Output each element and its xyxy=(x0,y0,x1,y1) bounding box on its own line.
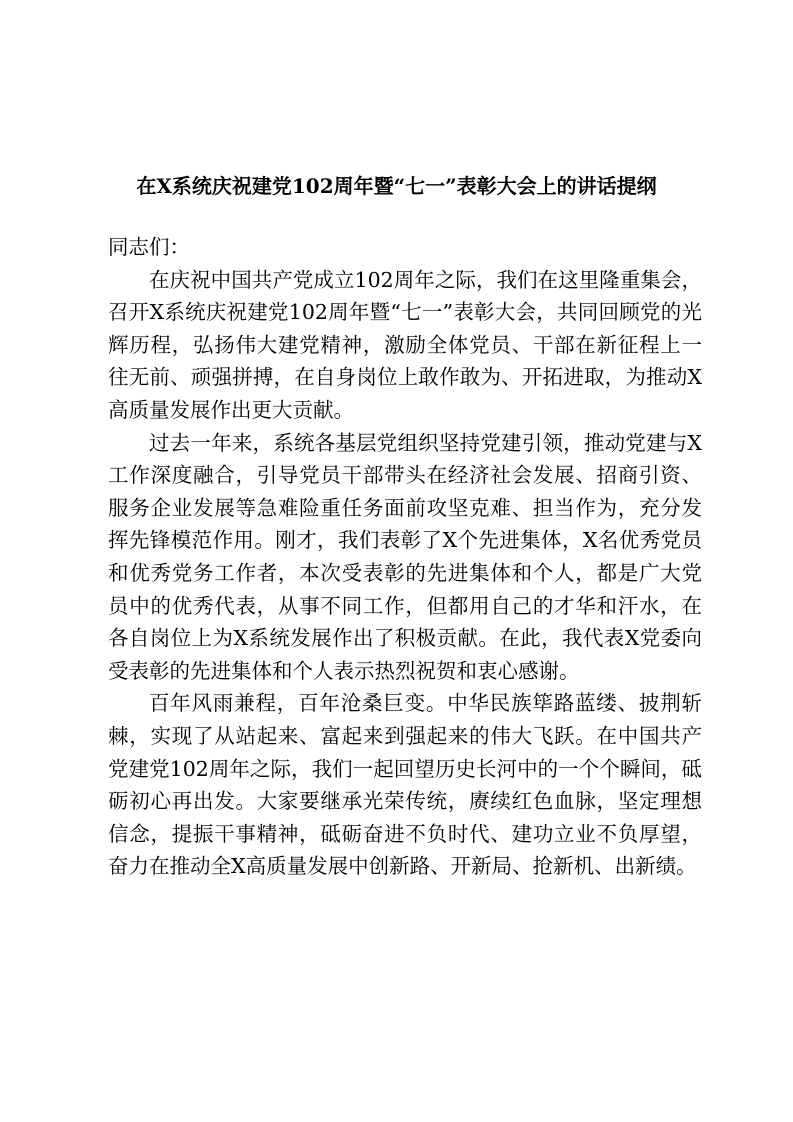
paragraph-2: 过去一年来，系统各基层党组织坚持党建引领，推动党建与X工作深度融合，引导党员干部带头在经济社会发展、招商引资、服务企业发展等急难险重任务面前攻坚克难、担当作为，充分发挥先锋模范作用。刚才，我们表彰了X个先进集体，X名优秀党员和优秀党务工作者，本次受表彰的先进集体和个人，都是广大党员中的优秀代表，从事不同工作，但都用自己的才华和汗水，在各自岗位上为X系统发展作出了积极贡献。在此，我代表X党委向受表彰的先进集体和个人表示热烈祝贺和衷心感谢。 xyxy=(108,430,702,683)
document-title: 在X系统庆祝建党102周年暨“七一”表彰大会上的讲话提纲 xyxy=(136,174,657,198)
paragraph-1: 在庆祝中国共产党成立102周年之际，我们在这里隆重集会，召开X系统庆祝建党102周年暨“七一”表彰大会，共同回顾党的光辉历程，弘扬伟大建党精神，激励全体党员、干部在新征程上一往无前、顽强拼搏，在自身岗位上敢作敢为、开拓进取，为推动X高质量发展作出更大贡献。 xyxy=(108,267,702,422)
salutation: 同志们： xyxy=(108,235,190,259)
paragraph-3: 百年风雨兼程，百年沧桑巨变。中华民族筚路蓝缕、披荆斩棘，实现了从站起来、富起来到强起来的伟大飞跃。在中国共产党建党102周年之际，我们一起回望历史长河中的一个个瞬间，砥砺初心再出发。大家要继承光荣传统，赓续红色血脉，坚定理想信念，提振干事精神，砥砺奋进不负时代、建功立业不负厚望，奋力在推动全X高质量发展中创新路、开新局、抢新机、出新绩。 xyxy=(108,691,702,879)
document-body xyxy=(108,231,702,883)
